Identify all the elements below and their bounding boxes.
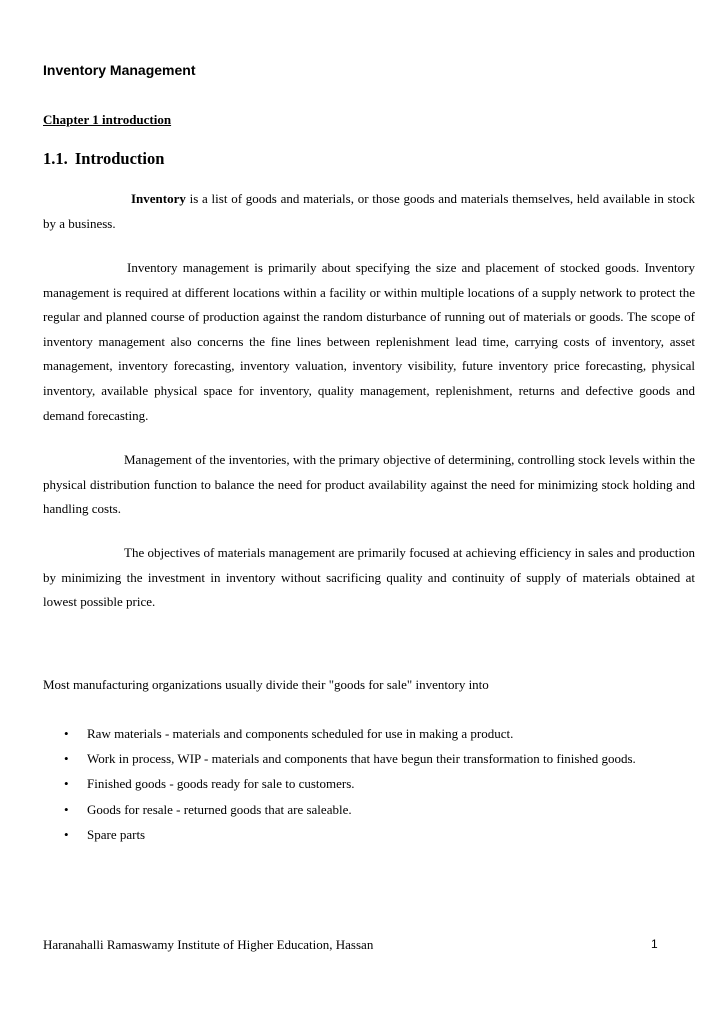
bullet-icon: • — [64, 826, 69, 842]
paragraph-2 — [43, 256, 695, 428]
list-item-text: Work in process, WIP - materials and components that have begun their transformation to finished goods. — [87, 751, 636, 767]
paragraph-2-text: Inventory management is primarily about specifying the size and placement of stocked goods. Inventory management is required at different locations within a facility or within multiple locations of a supply network to protect the regular and planned course of production against the random disturbance of running out of materials or goods. The scope of inventory management also concerns the fine lines between replenishment lead time, carrying costs of inventory, asset management, inventory forecasting, inventory valuation, inventory visibility, future inventory price forecasting, physical inventory, available physical space for inventory, quality management, replenishment, returns and defective goods and demand forecasting. — [43, 260, 695, 423]
bullet-icon: • — [64, 726, 69, 741]
document-header: Inventory Management — [43, 62, 196, 78]
section-title: 1.1. Introduction — [43, 149, 165, 168]
list-item — [43, 747, 703, 772]
list-item-text: Spare parts — [87, 826, 146, 842]
list-item — [43, 722, 703, 747]
chapter-title: Chapter 1 introduction — [43, 112, 172, 127]
list-item-text: Finished goods - goods ready for sale to customers. — [87, 776, 355, 792]
bullet-icon: • — [64, 776, 69, 792]
paragraph-1-text: is a list of goods and materials, or those goods and materials themselves, held available in stock by a business. — [43, 191, 695, 231]
list-item-text: Raw materials - materials and components scheduled for use in making a product. — [87, 726, 514, 741]
paragraph-4-text: The objectives of materials management are primarily focused at achieving efficiency in sales and production by minimizing the investment in inventory without sacrificing quality and continuity of supply of materials obtained at lowest possible price. — [43, 545, 695, 610]
goods-category-list — [43, 722, 703, 848]
list-item — [43, 823, 703, 848]
list-item — [43, 772, 703, 797]
list-intro: Most manufacturing organizations usually divide their "goods for sale" inventory into — [43, 677, 489, 692]
paragraph-3-text: Management of the inventories, with the primary objective of determining, controlling stock levels within the physical distribution function to balance the need for product availability against the need for minimizing stock holding and handling costs. — [43, 452, 695, 517]
list-item-text: Goods for resale - returned goods that are saleable. — [87, 801, 352, 817]
paragraph-1-lead: Inventory — [131, 191, 186, 206]
footer-institution: Haranahalli Ramaswamy Institute of Higher Education, Hassan — [43, 937, 374, 952]
list-item — [43, 798, 703, 823]
paragraph-3 — [43, 448, 695, 522]
bullet-icon: • — [64, 751, 69, 767]
paragraph-1 — [43, 187, 695, 236]
paragraph-4 — [43, 541, 695, 615]
bullet-icon: • — [64, 801, 69, 817]
page-number: 1 — [651, 937, 658, 951]
